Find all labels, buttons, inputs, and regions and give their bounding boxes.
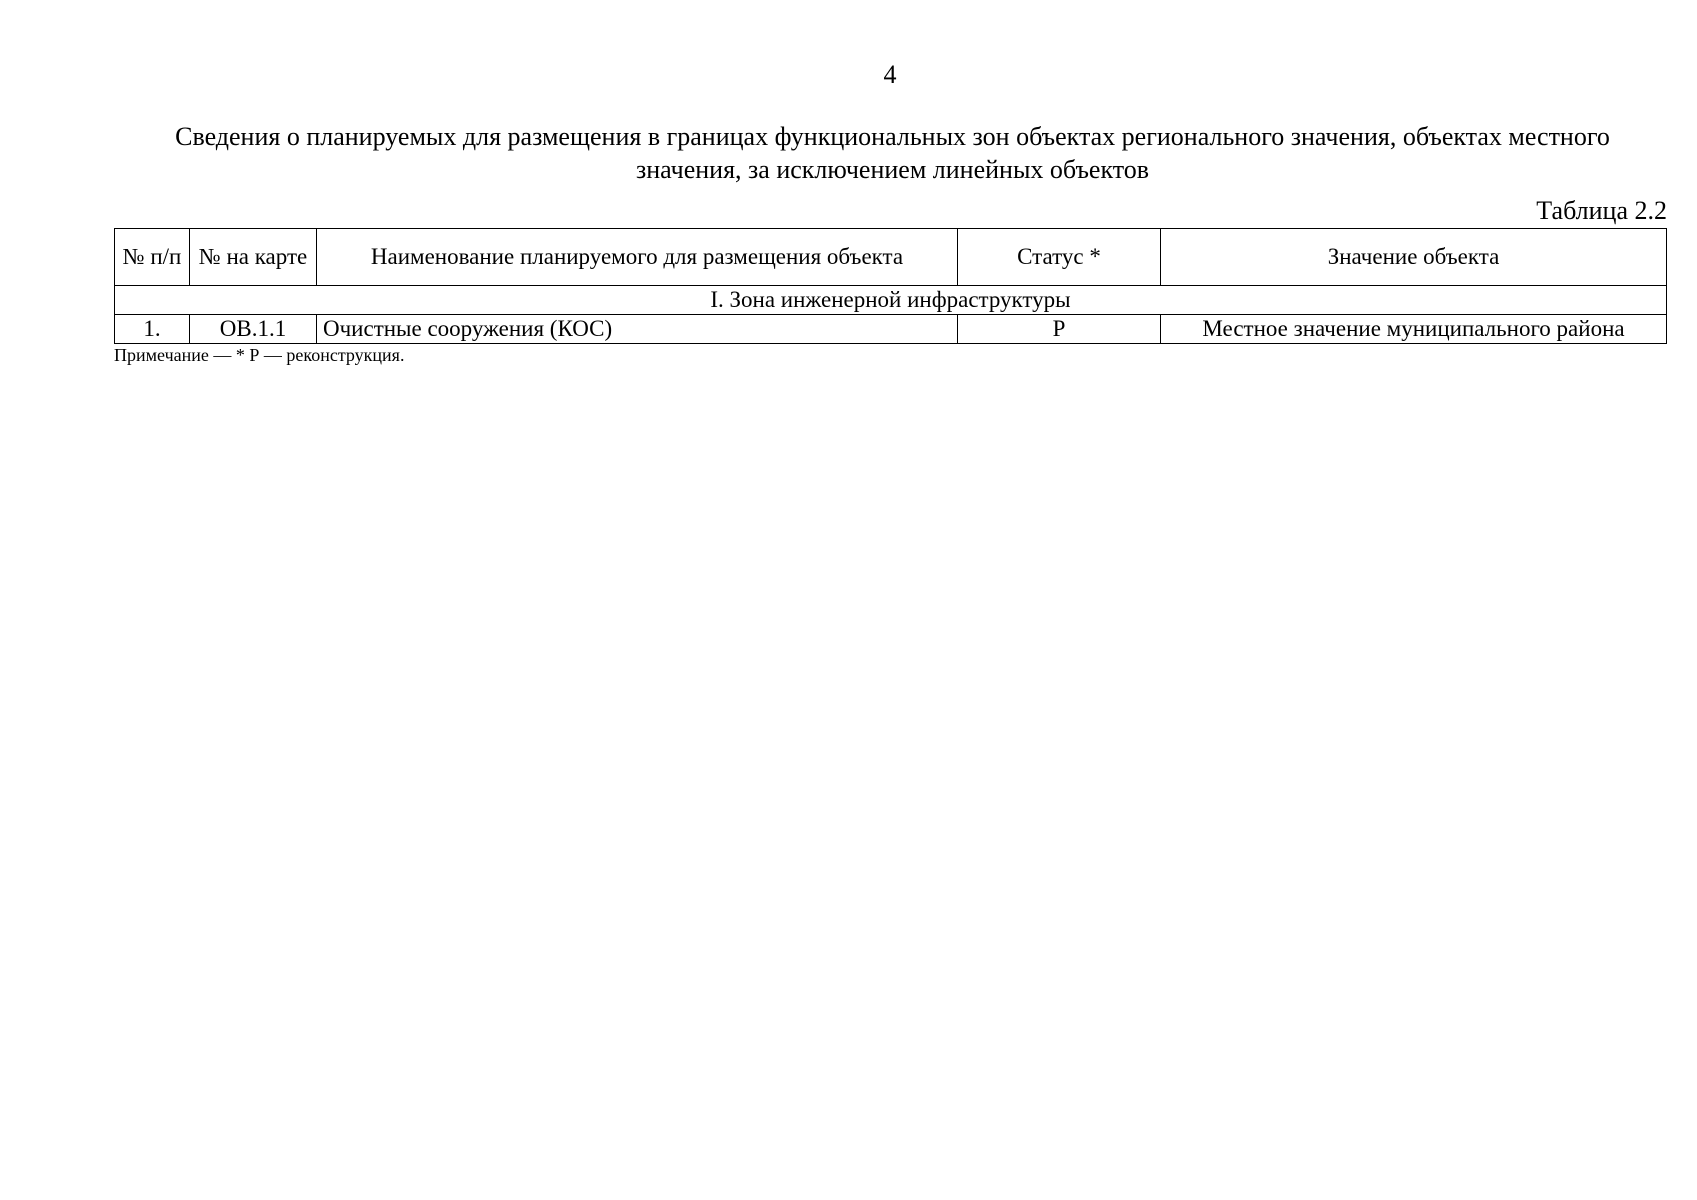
cell-object-value: Местное значение муниципального района [1161, 315, 1667, 344]
header-object-value: Значение объекта [1161, 229, 1667, 286]
table-header-row [115, 229, 1667, 286]
table-row [115, 315, 1667, 344]
header-num: № п/п [115, 229, 190, 286]
cell-map-number: ОВ.1.1 [190, 315, 317, 344]
section-title: I. Зона инженерной инфраструктуры [115, 286, 1667, 315]
header-map-number: № на карте [190, 229, 317, 286]
page-number: 4 [883, 60, 897, 89]
cell-status: Р [958, 315, 1161, 344]
cell-num: 1. [115, 315, 190, 344]
table-label: Таблица 2.2 [1536, 196, 1667, 225]
header-object-name: Наименование планируемого для размещения объекта [317, 229, 958, 286]
document-title: Сведения о планируемых для размещения в границах функциональных зон объектах регионального значения, объектах местного значения, за исключением линейных объектов [175, 122, 1610, 184]
section-row [115, 286, 1667, 315]
objects-table [114, 228, 1667, 344]
header-status: Статус * [958, 229, 1161, 286]
table-note: Примечание — * Р — реконструкция. [114, 345, 405, 365]
cell-object-name: Очистные сооружения (КОС) [317, 315, 958, 344]
